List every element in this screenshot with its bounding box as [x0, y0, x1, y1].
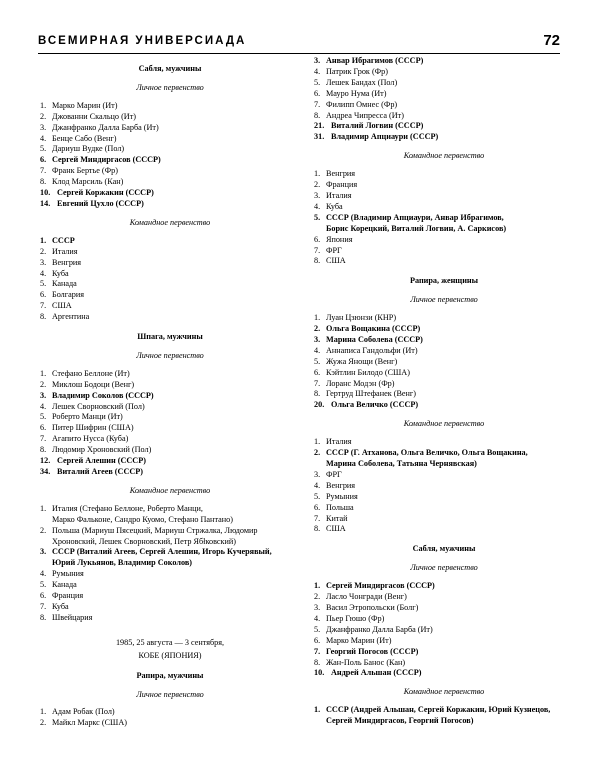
result-text: ФРГ — [326, 469, 342, 479]
results-list — [314, 437, 574, 535]
result-row — [314, 246, 574, 257]
result-rank: 2. — [314, 180, 321, 190]
result-text: Лешек Сворновский (Пол) — [52, 401, 145, 411]
result-text: Клод Марсиль (Кан) — [52, 177, 124, 187]
result-text: Марко Марин (Ит) — [52, 100, 118, 110]
result-text: Андрей Альшан (СССР) — [331, 668, 422, 678]
result-row — [40, 515, 300, 526]
subsection-team: Командное первенство — [403, 687, 485, 697]
result-rank: 1. — [40, 368, 47, 378]
result-row — [40, 569, 300, 580]
result-text: СССР (Виталий Агеев, Сергей Алешин, Игорь Кучерявый, — [52, 547, 272, 557]
results-list — [314, 56, 574, 143]
result-row — [40, 312, 300, 323]
section-title-foil-men: Рапира, мужчины — [136, 670, 204, 680]
result-text: США — [326, 256, 346, 266]
result-row — [314, 121, 574, 132]
results-list — [40, 369, 300, 478]
result-text: Польша (Мариуш Пясецкий, Мариуш Стржалка, Людомир — [52, 525, 258, 535]
result-text: Жужа Янощи (Венг) — [326, 356, 398, 366]
result-text: СССР — [52, 235, 75, 245]
result-rank: 4. — [314, 345, 321, 355]
result-text: Япония — [326, 234, 353, 244]
section-title-sabre-men: Сабля, мужчины — [138, 64, 202, 73]
result-rank: 31. — [314, 132, 325, 142]
result-text: Виталий Логвин (СССР) — [331, 121, 424, 131]
result-rank: 2. — [314, 324, 321, 334]
result-row — [314, 658, 574, 669]
result-rank: 5. — [314, 212, 321, 222]
result-rank: 1. — [40, 100, 47, 110]
result-rank — [314, 716, 326, 727]
result-row — [40, 434, 300, 445]
result-row — [40, 290, 300, 301]
result-text: Сергей Коржакин (СССР) — [57, 188, 154, 198]
result-row — [40, 123, 300, 134]
results-list — [40, 504, 300, 624]
result-text: Людомир Хроновский (Пол) — [52, 445, 152, 455]
result-text: Мауро Нума (Ит) — [326, 88, 387, 98]
result-text: Ласло Чонгради (Венг) — [326, 592, 407, 602]
result-row — [314, 481, 574, 492]
result-row — [314, 437, 574, 448]
result-rank: 1. — [314, 705, 321, 715]
result-text: Бенце Сабо (Венг) — [52, 133, 117, 143]
result-rank: 7. — [314, 99, 321, 109]
result-rank: 5. — [314, 491, 321, 501]
result-row — [314, 389, 574, 400]
result-rank: 3. — [40, 122, 47, 132]
result-text: Юрий Лукьянов, Владимир Соколов) — [52, 558, 192, 568]
result-rank: 2. — [40, 246, 47, 256]
result-text: Франция — [52, 591, 84, 601]
result-row — [314, 180, 574, 191]
result-rank: 1. — [314, 437, 321, 447]
result-rank: 8. — [314, 389, 321, 399]
result-text: Виталий Агеев (СССР) — [57, 467, 143, 476]
result-text: Италия — [326, 190, 352, 200]
page-header — [38, 32, 560, 54]
result-text: Италия — [326, 437, 352, 447]
result-row — [40, 279, 300, 290]
result-text: Сергей Миндиргасов (СССР) — [326, 581, 435, 591]
result-text: ФРГ — [326, 245, 342, 255]
event-place: КОБЕ (ЯПОНИЯ) — [138, 650, 202, 660]
result-row — [40, 547, 300, 558]
result-rank: 7. — [314, 513, 321, 523]
result-text: Лешек Бандах (Пол) — [326, 77, 398, 87]
left-column — [40, 56, 300, 729]
result-row — [314, 335, 574, 346]
result-row — [314, 313, 574, 324]
result-text: Канада — [52, 580, 77, 590]
result-rank: 3. — [314, 56, 321, 65]
result-rank: 1. — [314, 169, 321, 179]
result-text: Сергей Алешин (СССР) — [57, 456, 146, 466]
result-row — [40, 236, 300, 247]
result-row — [40, 155, 300, 166]
result-text: Марко Марин (Ит) — [326, 635, 392, 645]
result-row — [314, 100, 574, 111]
result-row — [40, 445, 300, 456]
result-text: Борис Корецкий, Виталий Логвин, А. Саркисов) — [326, 223, 507, 233]
result-row — [314, 191, 574, 202]
result-row — [314, 357, 574, 368]
result-rank: 21. — [314, 121, 325, 131]
result-rank: 7. — [40, 434, 47, 444]
result-row — [40, 258, 300, 269]
result-text: Румыния — [326, 491, 358, 501]
result-text: Анвар Ибрагимов (СССР) — [326, 56, 424, 65]
result-rank: 6. — [40, 290, 47, 300]
result-text: Роберто Манци (Ит) — [52, 412, 123, 422]
result-text: Георгий Погосов (СССР) — [326, 646, 419, 656]
result-text: Китай — [326, 513, 348, 523]
result-row — [314, 514, 574, 525]
result-rank: 1. — [40, 503, 47, 513]
result-rank: 7. — [314, 245, 321, 255]
result-row — [40, 199, 300, 210]
section-title-epee-men: Шпага, мужчины — [137, 332, 203, 342]
result-rank: 8. — [314, 256, 321, 266]
result-rank: 6. — [314, 502, 321, 512]
right-column — [314, 56, 574, 727]
result-text: СССР (Владимир Апциаури, Анвар Ибрагимов, — [326, 212, 504, 222]
result-text: Венгрия — [52, 257, 82, 267]
result-rank: 8. — [40, 312, 47, 322]
result-row — [314, 581, 574, 592]
event-dates: 1985, 25 августа — 3 сентября, — [115, 637, 225, 647]
result-row — [40, 402, 300, 413]
result-row — [314, 625, 574, 636]
result-row — [314, 132, 574, 143]
result-row — [40, 558, 300, 569]
result-text: Майкл Маркс (США) — [52, 718, 127, 728]
result-row — [40, 112, 300, 123]
result-rank: 1. — [40, 707, 47, 717]
result-row — [314, 169, 574, 180]
result-rank: 2. — [40, 525, 47, 535]
result-rank: 4. — [40, 133, 47, 143]
result-rank: 10. — [40, 188, 51, 198]
result-rank: 12. — [40, 456, 51, 466]
result-row — [40, 591, 300, 602]
result-row — [314, 202, 574, 213]
result-row — [40, 613, 300, 624]
result-text: Хроновский, Лешек Сворновский, Петр Ябłковский) — [52, 536, 237, 546]
subsection-personal: Личное первенство — [410, 295, 478, 305]
result-text: Италия (Стефано Беллоне, Роберто Манци, — [52, 503, 203, 513]
results-list — [314, 313, 574, 411]
result-row — [314, 368, 574, 379]
subsection-personal: Личное первенство — [410, 563, 478, 573]
result-row — [314, 111, 574, 122]
result-row — [40, 134, 300, 145]
result-rank: 3. — [40, 547, 47, 557]
result-row — [40, 718, 300, 729]
result-text: Румыния — [52, 569, 84, 579]
result-rank: 4. — [314, 613, 321, 623]
result-row — [314, 346, 574, 357]
result-rank: 1. — [314, 313, 321, 323]
result-rank: 6. — [314, 234, 321, 244]
result-row — [40, 391, 300, 402]
result-text: Аргентина — [52, 312, 90, 322]
result-rank: 2. — [40, 111, 47, 121]
result-row — [314, 256, 574, 267]
result-rank: 3. — [314, 602, 321, 612]
result-text: Патрик Грок (Фр) — [326, 66, 388, 76]
result-text: США — [326, 524, 346, 534]
result-rank: 4. — [40, 401, 47, 411]
result-text: Венгрия — [326, 169, 356, 179]
result-text: Питер Шифрин (США) — [52, 423, 134, 433]
result-rank: 4. — [40, 569, 47, 579]
result-rank: 5. — [40, 279, 47, 289]
results-list — [314, 169, 574, 267]
result-rank — [40, 515, 52, 526]
result-row — [314, 636, 574, 647]
result-row — [40, 301, 300, 312]
page-number: 72 — [543, 32, 560, 49]
result-rank: 5. — [40, 144, 47, 154]
result-text: Агапито Нусса (Куба) — [52, 434, 129, 444]
results-list — [40, 101, 300, 210]
result-row — [314, 524, 574, 535]
result-rank: 20. — [314, 400, 325, 410]
result-rank: 5. — [314, 77, 321, 87]
running-title: ВСЕМИРНАЯ УНИВЕРСИАДА — [38, 35, 247, 47]
result-row — [40, 247, 300, 258]
result-text: Джанфранко Далла Барба (Ит) — [52, 122, 159, 132]
result-text: Кэйтлин Билодо (США) — [326, 367, 410, 377]
result-rank: 2. — [40, 718, 47, 728]
result-row — [40, 456, 300, 467]
result-text: Куба — [326, 201, 343, 211]
result-row — [314, 603, 574, 614]
result-rank — [40, 558, 52, 569]
result-rank: 7. — [314, 646, 321, 656]
result-rank: 4. — [314, 201, 321, 211]
result-rank: 8. — [314, 657, 321, 667]
result-rank: 14. — [40, 198, 51, 208]
result-row — [314, 716, 574, 727]
result-row — [314, 213, 574, 224]
result-row — [40, 580, 300, 591]
result-row — [40, 177, 300, 188]
section-title-foil-women: Рапира, женщины — [409, 276, 479, 286]
result-row — [314, 459, 574, 470]
result-text: Болгария — [52, 290, 85, 300]
result-rank: 5. — [314, 624, 321, 634]
result-rank — [314, 459, 326, 470]
results-list — [40, 707, 300, 729]
results-list — [40, 236, 300, 323]
result-text: СССР (Андрей Альшан, Сергей Коржакин, Юрий Кузнецов, — [326, 705, 551, 715]
header-rule — [38, 53, 560, 54]
result-rank: 5. — [40, 412, 47, 422]
result-row — [40, 144, 300, 155]
result-text: Франк Бертье (Фр) — [52, 166, 118, 176]
result-row — [40, 537, 300, 548]
result-text: Венгрия — [326, 480, 356, 490]
result-rank: 6. — [40, 423, 47, 433]
result-text: Адам Робак (Пол) — [52, 707, 115, 717]
result-row — [314, 400, 574, 411]
result-rank: 8. — [314, 110, 321, 120]
result-row — [314, 470, 574, 481]
result-row — [40, 188, 300, 199]
result-text: СССР (Г. Атханова, Ольга Величко, Ольга Вощакина, — [326, 448, 528, 458]
result-rank — [314, 224, 326, 235]
result-row — [40, 526, 300, 537]
result-text: Ольга Величко (СССР) — [331, 400, 419, 410]
result-rank: 6. — [40, 591, 47, 601]
result-text: Васил Этропольски (Болг) — [326, 602, 419, 612]
result-row — [314, 614, 574, 625]
result-text: Жан-Поль Банос (Кан) — [326, 657, 406, 667]
result-row — [314, 705, 574, 716]
subsection-team: Командное первенство — [129, 485, 211, 495]
result-rank: 6. — [40, 155, 47, 165]
result-rank: 5. — [314, 356, 321, 366]
result-text: Джованни Скальцо (Ит) — [52, 111, 137, 121]
result-text: Миклош Бодоци (Венг) — [52, 379, 135, 389]
result-text: Куба — [52, 268, 69, 278]
result-rank: 3. — [314, 190, 321, 200]
result-rank: 5. — [40, 580, 47, 590]
result-text: Франция — [326, 180, 358, 190]
subsection-team: Командное первенство — [129, 217, 211, 227]
result-rank: 7. — [314, 378, 321, 388]
result-row — [314, 78, 574, 89]
result-rank: 4. — [314, 480, 321, 490]
results-list — [314, 705, 574, 727]
result-text: Марина Соболева (СССР) — [326, 334, 423, 344]
result-row — [40, 369, 300, 380]
result-rank: 6. — [314, 367, 321, 377]
result-text: Евгений Цухло (СССР) — [57, 198, 144, 208]
result-text: Владимир Соколов (СССР) — [52, 390, 154, 400]
result-text: Куба — [52, 601, 69, 611]
result-text: Аннаписа Гандольфи (Ит) — [326, 345, 418, 355]
result-rank: 8. — [40, 445, 47, 455]
result-rank: 7. — [40, 601, 47, 611]
result-rank: 4. — [40, 268, 47, 278]
result-text: США — [52, 301, 72, 311]
result-rank: 8. — [40, 612, 47, 622]
result-text: Пьер Гюшо (Фр) — [326, 613, 385, 623]
result-row — [40, 423, 300, 434]
result-row — [314, 492, 574, 503]
result-text: Филипп Омнес (Фр) — [326, 99, 398, 109]
result-row — [40, 166, 300, 177]
result-row — [314, 224, 574, 235]
result-text: Гертруд Штефанек (Венг) — [326, 389, 417, 399]
result-row — [314, 668, 574, 679]
result-rank: 3. — [314, 469, 321, 479]
subsection-personal: Личное первенство — [136, 350, 204, 360]
result-text: Ольга Вощакина (СССР) — [326, 324, 421, 334]
result-rank: 1. — [40, 235, 47, 245]
result-row — [314, 89, 574, 100]
result-row — [314, 67, 574, 78]
result-text: Сергей Миндиргасов, Георгий Погосов) — [326, 716, 474, 726]
result-row — [40, 412, 300, 423]
result-row — [40, 707, 300, 718]
subsection-team: Командное первенство — [403, 419, 485, 429]
result-rank: 8. — [314, 524, 321, 534]
result-rank: 8. — [40, 177, 47, 187]
result-rank: 4. — [314, 66, 321, 76]
section-title-sabre-men: Сабля, мужчины — [412, 544, 476, 554]
result-rank: 7. — [40, 166, 47, 176]
subsection-personal: Личное первенство — [136, 689, 204, 699]
result-text: Канада — [52, 279, 77, 289]
result-row — [40, 269, 300, 280]
result-text: Марина Соболева, Татьяна Чернявская) — [326, 459, 477, 468]
result-text: Владимир Апциаури (СССР) — [331, 132, 439, 142]
result-row — [40, 602, 300, 613]
result-rank: 7. — [40, 301, 47, 311]
result-row — [314, 235, 574, 246]
result-rank: 6. — [314, 635, 321, 645]
result-rank: 2. — [40, 379, 47, 389]
result-rank — [40, 537, 52, 548]
result-text: Стефано Беллоне (Ит) — [52, 368, 130, 378]
result-text: Италия — [52, 246, 78, 256]
result-row — [314, 448, 574, 459]
result-row — [314, 56, 574, 67]
result-text: Марко Фальконе, Сандро Куомо, Стефано Пантано) — [52, 514, 233, 524]
result-text: Андреа Чипресса (Ит) — [326, 110, 404, 120]
subsection-team: Командное первенство — [403, 151, 485, 161]
result-text: Лоранс Модэн (Фр) — [326, 378, 395, 388]
result-row — [314, 647, 574, 658]
result-rank: 3. — [314, 334, 321, 344]
result-row — [314, 592, 574, 603]
results-list — [314, 581, 574, 679]
result-text: Сергей Миндиргасов (СССР) — [52, 155, 161, 165]
result-rank: 6. — [314, 88, 321, 98]
result-rank: 1. — [314, 581, 321, 591]
result-rank: 2. — [314, 448, 321, 458]
result-text: Швейцария — [52, 612, 93, 622]
result-row — [40, 467, 300, 478]
result-text: Луан Цзюнзи (КНР) — [326, 313, 397, 323]
result-rank: 3. — [40, 390, 47, 400]
result-rank: 3. — [40, 257, 47, 267]
result-row — [314, 379, 574, 390]
result-rank: 10. — [314, 668, 325, 678]
result-row — [40, 380, 300, 391]
subsection-personal: Личное первенство — [136, 82, 204, 92]
result-text: Польша — [326, 502, 354, 512]
result-text: Дариуш Вудке (Пол) — [52, 144, 125, 154]
result-text: Джанфранко Далла Барба (Ит) — [326, 624, 433, 634]
result-row — [314, 503, 574, 514]
result-rank: 34. — [40, 467, 51, 476]
result-row — [40, 504, 300, 515]
result-row — [40, 101, 300, 112]
result-rank: 2. — [314, 592, 321, 602]
result-row — [314, 324, 574, 335]
